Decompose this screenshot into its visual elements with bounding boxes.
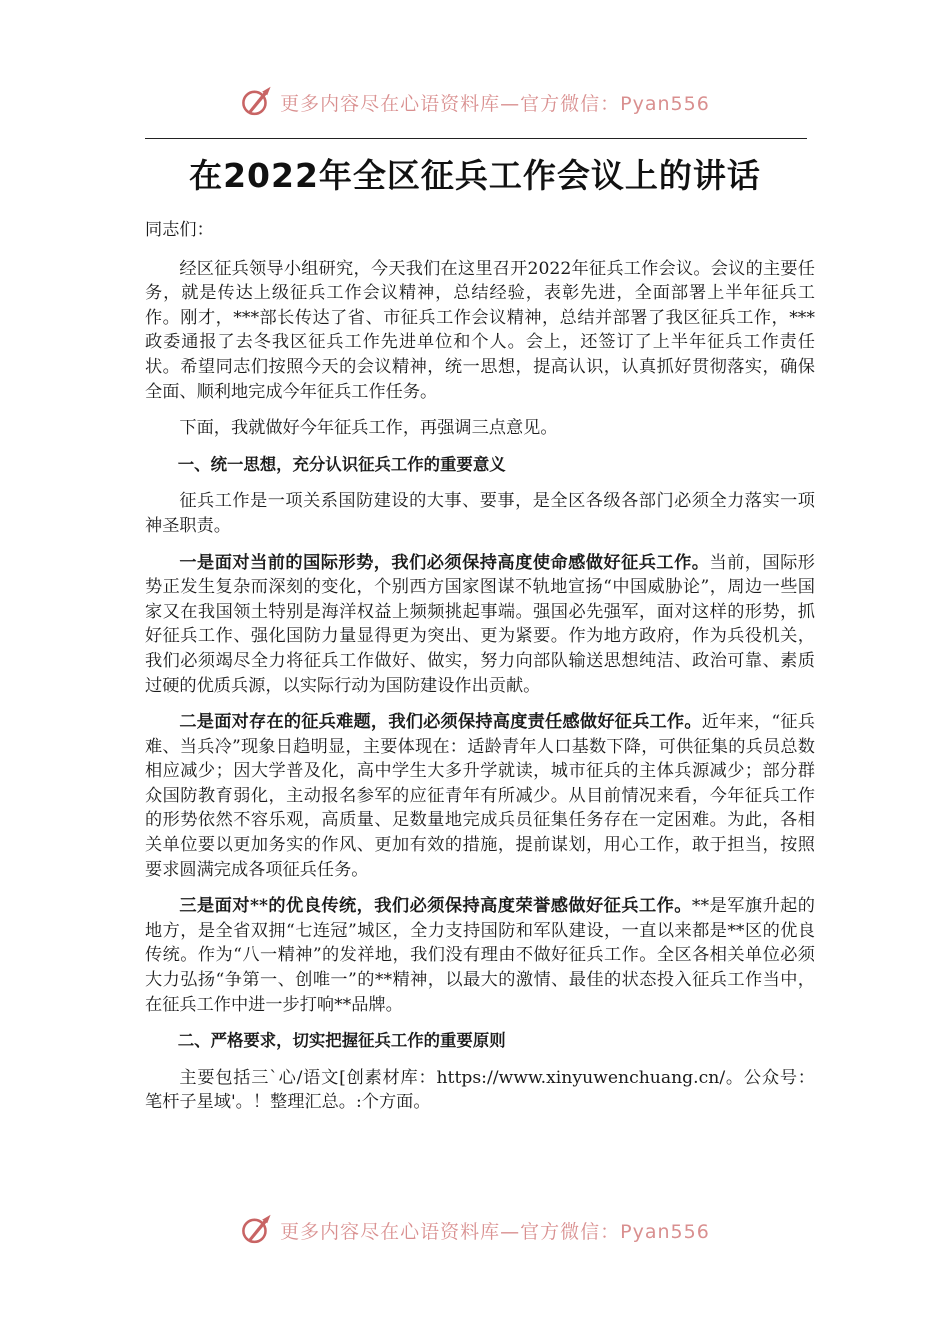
footer-watermark-banner	[0, 1210, 950, 1250]
quill-logo-icon	[240, 1213, 274, 1247]
paragraph-transition: 下面，我就做好今年征兵工作，再强调三点意见。	[179, 418, 558, 439]
paragraph-section2-intro: 主要包括三`心/语文[创素材库：https://www.xinyuwenchuang.cn/。公众号：笔杆子星域'。！整理汇总。:个方面。	[145, 1067, 815, 1113]
paragraph-intro: 经区征兵领导小组研究，今天我们在这里召开2022年征兵工作会议。会议的主要任务，就是传达上级征兵工作会议精神，总结经验，表彰先进，全面部署上半年征兵工作。刚才，***部长传达了省、市征兵工作会议精神，总结并部署了我区征兵工作，***政委通报了去冬我区征兵工作先进单位和个人。会上，还签订了上半年征兵工作责任状。希望同志们按照今天的会议精神，统一思想，提高认识，认真抓好贯彻落实，确保全面、顺利地完成今年征兵工作任务。	[145, 258, 815, 402]
header-watermark-banner	[0, 82, 950, 122]
point-2-body: 近年来，“征兵难、当兵冷”现象日趋明显，主要体现在：适龄青年人口基数下降，可供征集的兵员总数相应减少；因大学普及化，高中学生大多升学就读，城市征兵的主体兵源减少；部分群众国防教育弱化，主动报名参军的应征青年有所减少。从目前情况来看，今年征兵工作的形势依然不容乐观，高质量、足数量地完成兵员征集任务存在一定困难。为此，各相关单位要以更加务实的作风、更加有效的措施，提前谋划，用心工作，敢于担当，按照要求圆满完成各项征兵任务。	[145, 712, 815, 880]
salutation: 同志们：	[145, 220, 214, 240]
point-3-lead: 三是面对**的优良传统，我们必须保持高度荣誉感做好征兵工作。	[179, 896, 692, 917]
point-2-lead: 二是面对存在的征兵难题，我们必须保持高度责任感做好征兵工作。	[179, 712, 702, 733]
paragraph-section1-intro: 征兵工作是一项关系国防建设的大事、要事，是全区各级各部门必须全力落实一项神圣职责。	[145, 491, 815, 536]
header-divider	[145, 138, 807, 139]
watermark-text: 更多内容尽在心语资料库—官方微信：Pyan556	[280, 92, 710, 115]
section-heading-2: 二、严格要求，切实把握征兵工作的重要原则	[177, 1031, 506, 1051]
point-3-body: **是军旗升起的地方，是全省双拥“七连冠”城区，全力支持国防和军队建设，一直以来都是**区的优良传统。作为“八一精神”的发祥地，我们没有理由不做好征兵工作。全区各相关单位必须大力弘扬“争第一、创唯一”的**精神，以最大的激情、最佳的状态投入征兵工作当中，在征兵工作中进一步打响**品牌。	[145, 896, 815, 1015]
document-title: 在2022年全区征兵工作会议上的讲话	[189, 156, 761, 195]
point-1-body: 当前，国际形势正发生复杂而深刻的变化，个别西方国家图谋不轨地宣扬“中国威胁论”，周边一些国家又在我国领土特别是海洋权益上频频挑起事端。强国必先强军，面对这样的形势，抓好征兵工作、强化国防力量显得更为突出、更为紧要。作为地方政府，作为兵役机关，我们必须竭尽全力将征兵工作做好、做实，努力向部队输送思想纯洁、政治可靠、素质过硬的优质兵源，以实际行动为国防建设作出贡献。	[145, 552, 815, 696]
document-body	[145, 218, 815, 1127]
watermark-text: 更多内容尽在心语资料库—官方微信：Pyan556	[280, 1220, 710, 1243]
paragraph-point-2	[145, 710, 815, 882]
paragraph-point-1	[145, 551, 815, 699]
section-heading-1: 一、统一思想，充分认识征兵工作的重要意义	[177, 454, 506, 474]
quill-logo-icon	[240, 85, 274, 119]
paragraph-point-3	[145, 894, 815, 1017]
point-1-lead: 一是面对当前的国际形势，我们必须保持高度使命感做好征兵工作。	[179, 552, 710, 573]
